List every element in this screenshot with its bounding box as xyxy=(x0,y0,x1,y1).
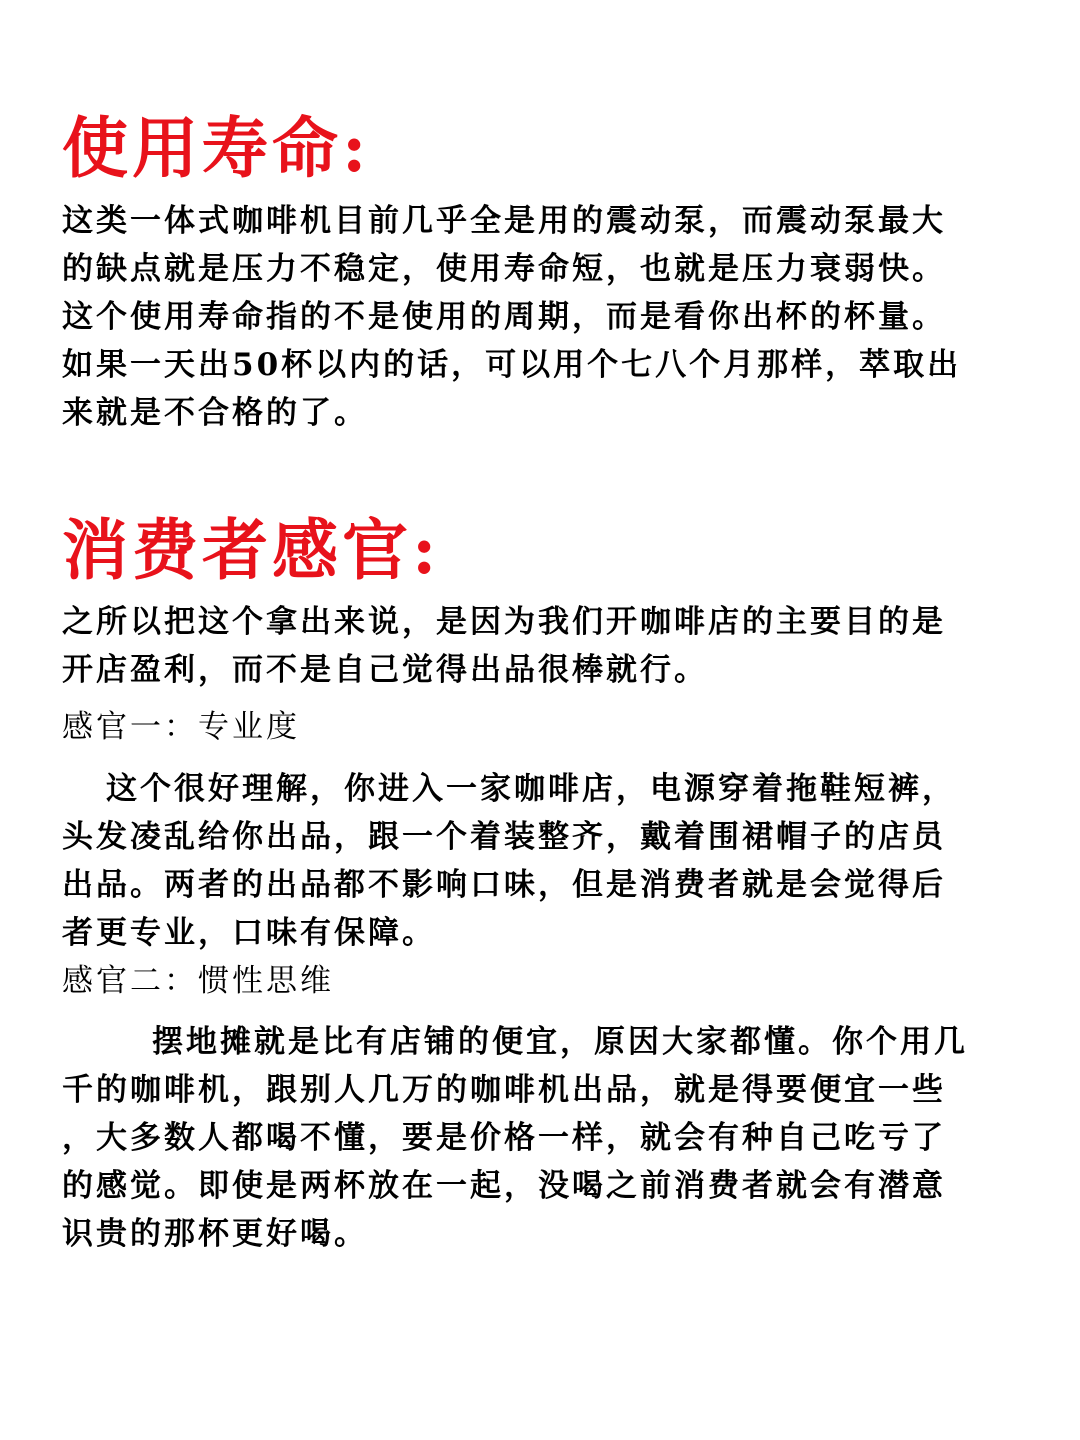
text-line: 之所以把这个拿出来说，是因为我们开咖啡店的主要目的是 xyxy=(62,604,946,640)
text-line: 开店盈利，而不是自己觉得出品很棒就行。 xyxy=(62,652,708,688)
lifespan-paragraph xyxy=(62,197,1012,437)
text-line: 千的咖啡机，跟别人几万的咖啡机出品，就是得要便宜一些 xyxy=(62,1072,946,1108)
sense-one-paragraph xyxy=(62,765,1012,957)
text-line: 这类一体式咖啡机目前几乎全是用的震动泵，而震动泵最大 xyxy=(62,203,946,239)
text-line: 者更专业，口味有保障。 xyxy=(62,915,436,951)
section-title-lifespan: 使用寿命: xyxy=(62,109,371,187)
text-line: 头发凌乱给你出品，跟一个着装整齐，戴着围裙帽子的店员 xyxy=(62,819,946,855)
text-line: 识贵的那杯更好喝。 xyxy=(62,1216,368,1252)
text-line: ，大多数人都喝不懂，要是价格一样，就会有种自己吃亏了 xyxy=(62,1120,946,1156)
text-line: 摆地摊就是比有店铺的便宜，原因大家都懂。你个用几 xyxy=(152,1024,968,1060)
sense-two-paragraph xyxy=(62,1018,1012,1258)
text-line: 来就是不合格的了。 xyxy=(62,395,368,431)
sense-two-heading: 感官二：惯性思维 xyxy=(62,963,334,999)
text-line: 的缺点就是压力不稳定，使用寿命短，也就是压力衰弱快。 xyxy=(62,251,946,287)
text-line: 出品。两者的出品都不影响口味，但是消费者就是会觉得后 xyxy=(62,867,946,903)
perception-intro-paragraph xyxy=(62,598,1012,694)
text-line: 的感觉。即使是两杯放在一起，没喝之前消费者就会有潜意 xyxy=(62,1168,946,1204)
sense-one-heading: 感官一：专业度 xyxy=(62,709,300,745)
text-line: 这个很好理解，你进入一家咖啡店，电源穿着拖鞋短裤， xyxy=(106,771,956,807)
section-title-consumer-perception: 消费者感官: xyxy=(62,511,441,589)
text-line: 如果一天出50杯以内的话，可以用个七八个月那样，萃取出 xyxy=(62,347,962,383)
text-line: 这个使用寿命指的不是使用的周期，而是看你出杯的杯量。 xyxy=(62,299,946,335)
